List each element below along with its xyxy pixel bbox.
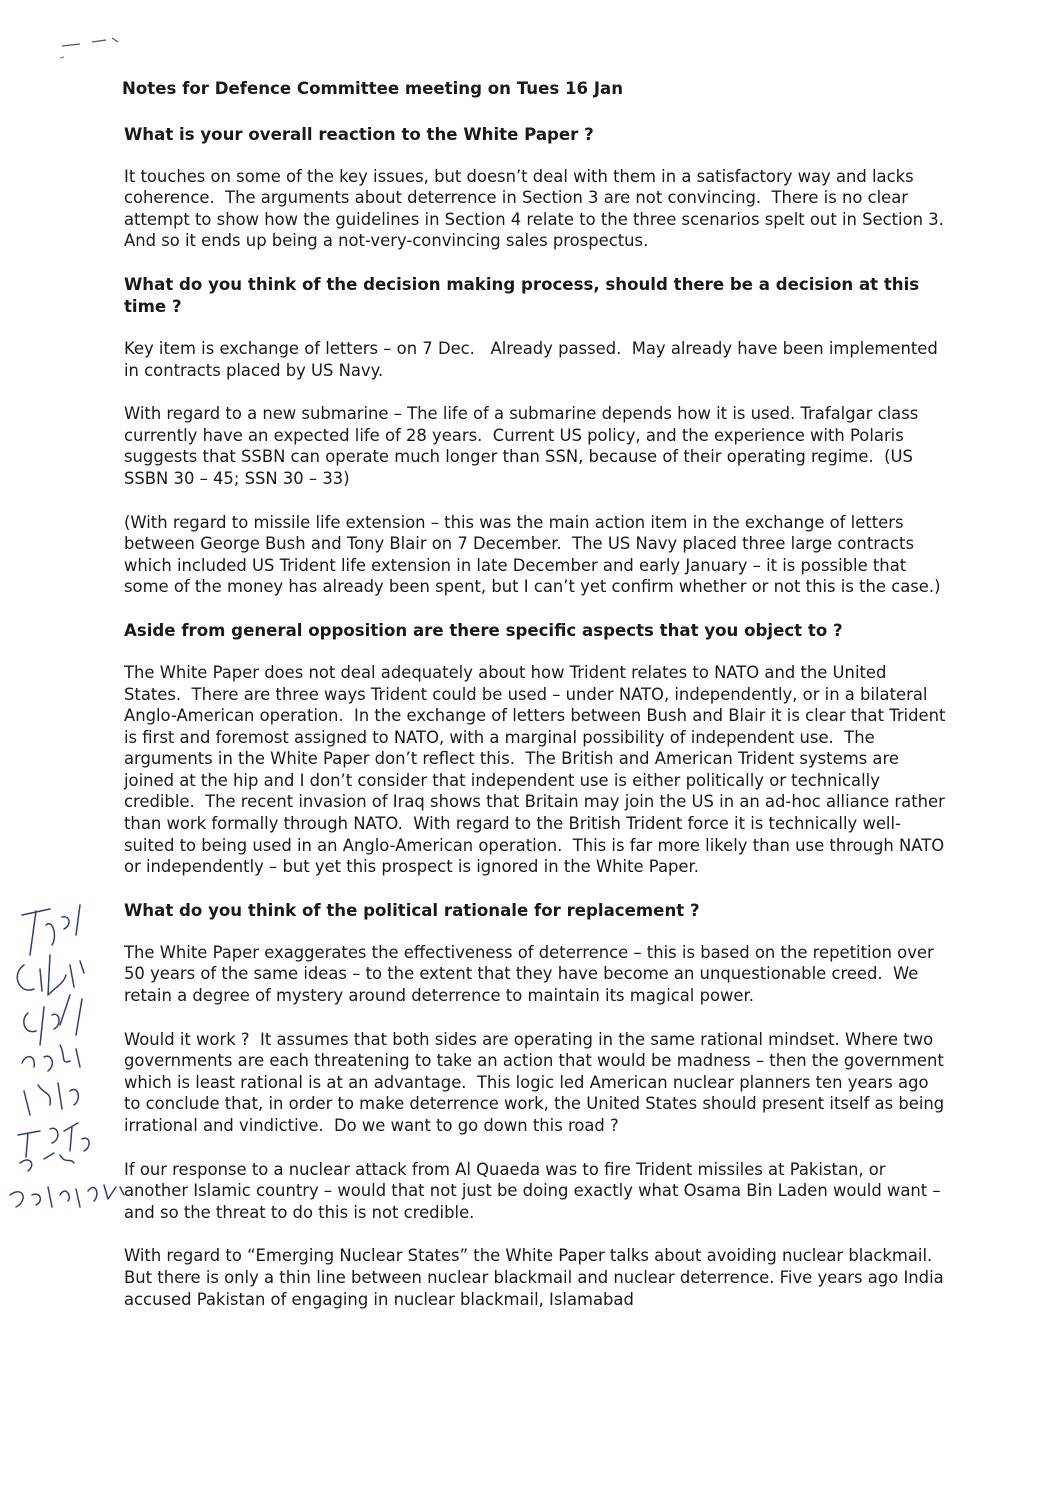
paragraph: The White Paper exaggerates the effectiveness of deterrence – this is based on the repetition over 50 years of the same ideas – to the extent that they have become an unquestionable creed. We retain a degree of mystery around deterrence to maintain its magical power. xyxy=(124,942,939,1006)
section-overall-reaction xyxy=(118,124,955,252)
section-political-rationale xyxy=(118,900,948,1310)
section-decision-process xyxy=(118,274,948,598)
section-heading: What is your overall reaction to the White Paper ? xyxy=(124,124,594,144)
section-heading: What do you think of the decision making process, should there be a decision at this time ? xyxy=(124,274,920,316)
paragraph: If our response to a nuclear attack from Al Quaeda was to fire Trident missiles at Pakistan, or another Islamic country – would that not just be doing exactly what Osama Bin Laden would want – and so the threat to do this is not credible. xyxy=(124,1159,946,1222)
paragraph: With regard to “Emerging Nuclear States” the White Paper talks about avoiding nuclear blackmail. But there is only a thin line between nuclear blackmail and nuclear deterrence. Five years ago India accused Pakistan of engaging in nuclear blackmail, Islamabad xyxy=(124,1246,949,1309)
section-heading: What do you think of the political rationale for replacement ? xyxy=(124,900,700,920)
document-title: Notes for Defence Committee meeting on Tues 16 Jan xyxy=(122,79,624,98)
paragraph: Key item is exchange of letters – on 7 Dec. Already passed. May already have been implemented in contracts placed by US Navy. xyxy=(124,338,943,380)
section-heading: Aside from general opposition are there specific aspects that you object to ? xyxy=(124,620,843,640)
paragraph: The White Paper does not deal adequately about how Trident relates to NATO and the United States. There are three ways Trident could be used – under NATO, independently, or in a bilateral Anglo-American operation. In the exchange of letters between Bush and Blair it is clear that Trident is first and foremost assigned to NATO, with a marginal possibility of independent use. The arguments in the White Paper don’t reflect this. The British and American Trident systems are joined at the hip and I don’t consider that independent use is either politically or technically credible. The recent invasion of Iraq shows that Britain may join the US in an ad-hoc alliance rather than work formally through NATO. With regard to the British Trident force it is technically well-suited to being used in an Anglo-American operation. This is far more likely than use through NATO or independently – but yet this prospect is ignored in the White Paper. xyxy=(124,662,951,877)
document-body xyxy=(118,78,955,1332)
handwritten-margin-note xyxy=(0,895,140,1225)
paragraph: (With regard to missile life extension – this was the main action item in the exchange of letters between George Bush and Tony Blair on 7 December. The US Navy placed three large contracts which included US Trident life extension in late December and early January – it is possible that some of the money has already been spent, but I can’t yet confirm whether or not this is the case.) xyxy=(124,512,941,597)
section-specific-objections xyxy=(118,620,951,878)
scan-mark-icon xyxy=(40,28,140,68)
paragraph: Would it work ? It assumes that both sides are operating in the same rational mindset. Where two governments are each threatening to take an action that would be madness – then the government which is least rational is at an advantage. This logic led American nuclear planners ten years ago to conclude that, in order to make deterrence work, the United States should present itself as being irrational and vindictive. Do we want to go down this road ? xyxy=(124,1029,950,1135)
paragraph: With regard to a new submarine – The life of a submarine depends how it is used. Trafalgar class currently have an expected life of 28 years. Current US policy, and the experience with Polaris suggests that SSBN can operate much longer than SSN, because of their operating regime. (US SSBN 30 – 45; SSN 30 – 33) xyxy=(124,404,924,488)
paragraph: It touches on some of the key issues, but doesn’t deal with them in a satisfactory way and lacks coherence. The arguments about deterrence in Section 3 are not convincing. There is no clear attempt to show how the guidelines in Section 4 relate to the three scenarios spelt out in Section 3. And so it ends up being a not-very-convincing sales prospectus. xyxy=(124,166,955,251)
